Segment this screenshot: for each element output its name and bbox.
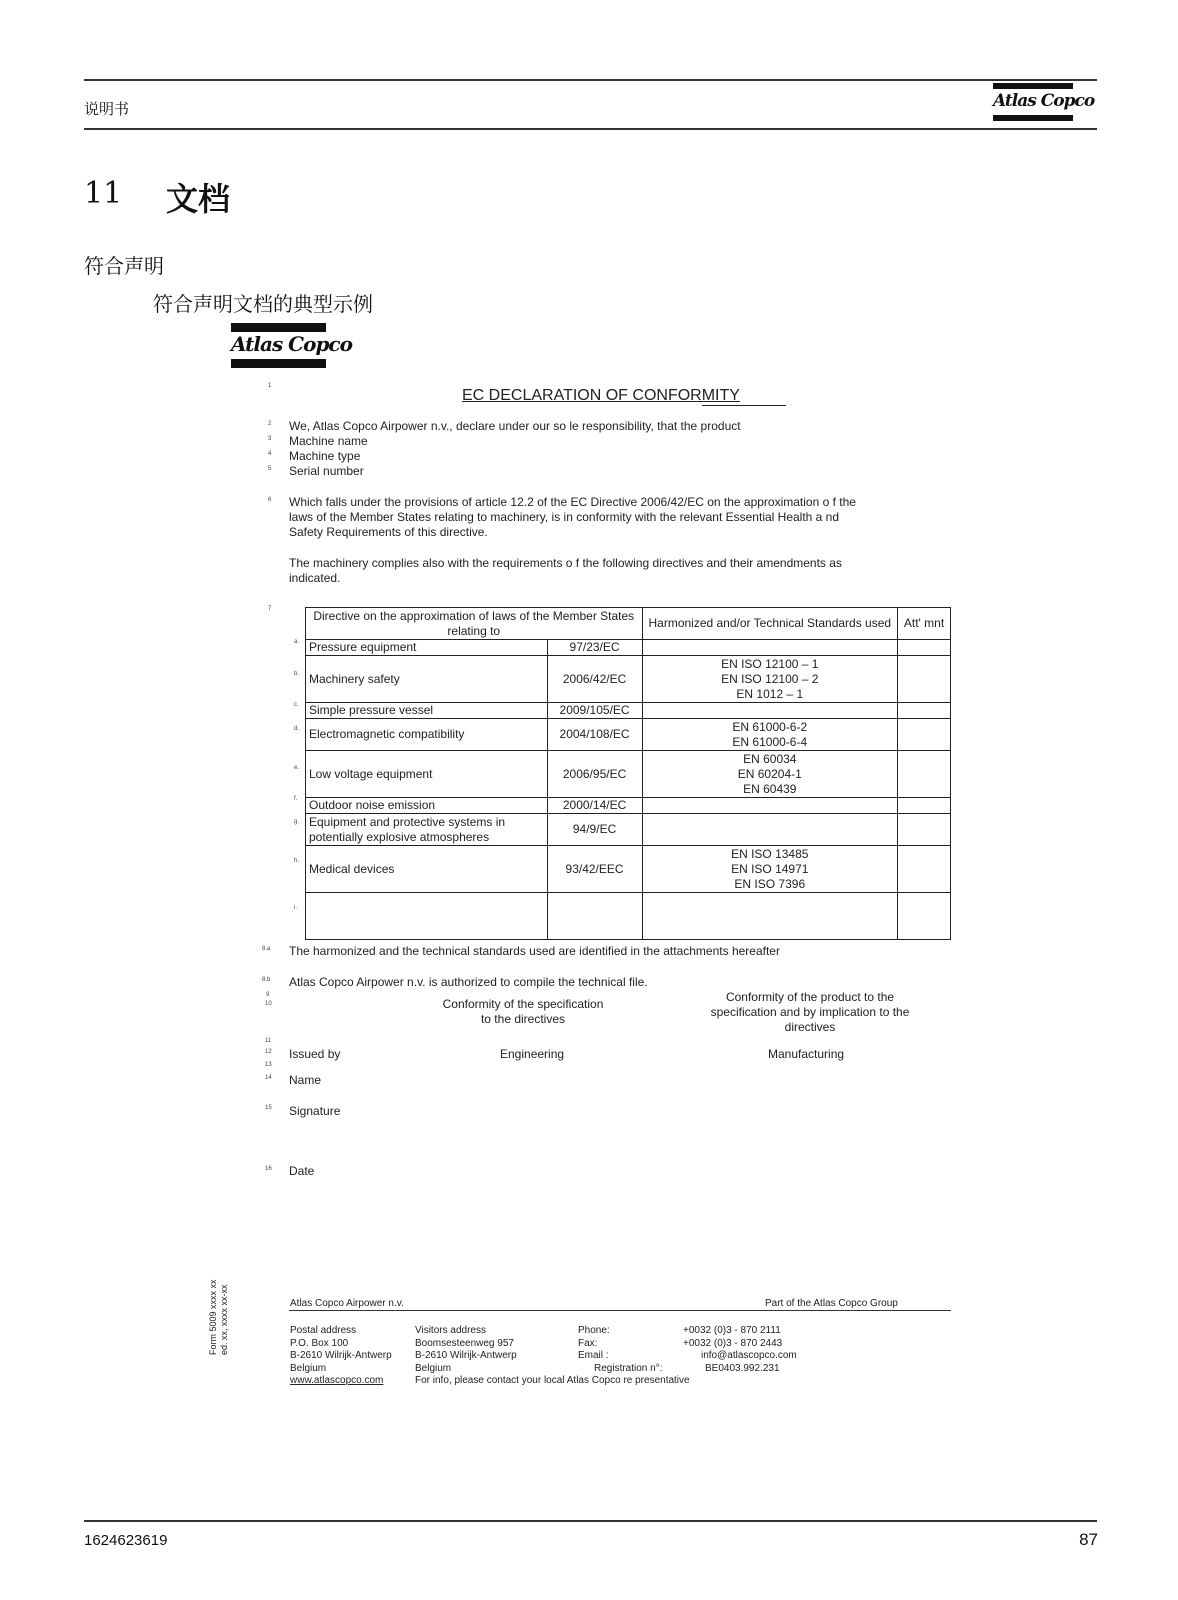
manufacturing-label: Manufacturing: [768, 1047, 845, 1061]
line-number: 10: [265, 1001, 272, 1007]
field-serial-number: Serial number: [289, 464, 364, 478]
section-subtitle: 符合声明文档的典型示例: [153, 292, 373, 316]
line-number: 8.a: [262, 946, 271, 952]
line-number: 12: [265, 1049, 272, 1055]
directive-code: 2004/108/EC: [547, 719, 642, 751]
contact-labels: Phone: Fax: Email : Registration n°:: [578, 1325, 663, 1374]
row-letter: h.: [294, 858, 300, 864]
directive-att: [898, 656, 951, 703]
row-letter: e.: [294, 765, 300, 771]
name-label: Name: [289, 1073, 322, 1087]
row-letter: c.: [294, 702, 299, 708]
line-number: 13: [265, 1062, 272, 1068]
row-letter: g.: [294, 819, 300, 825]
footer-group: Part of the Atlas Copco Group: [765, 1298, 898, 1309]
table-row: [306, 719, 951, 751]
row-letter: b.: [294, 671, 300, 677]
directive-name: Outdoor noise emission: [306, 798, 548, 814]
table-header-row: [306, 608, 951, 640]
line-number: 8.b: [262, 977, 271, 983]
visitors-address: Visitors address Boomsesteenweg 957 B-2610 Wilrijk-Antwerp Belgium For info, please contact your local Atlas Copco re presentative: [415, 1325, 690, 1386]
para2-line: indicated.: [289, 571, 341, 585]
page-number: 87: [1079, 1530, 1098, 1549]
email-link[interactable]: info@atlascopco.com: [701, 1350, 797, 1361]
directive-att: [898, 798, 951, 814]
table-row: [306, 893, 951, 940]
field-machine-type: Machine type: [289, 449, 361, 463]
contact-values: +0032 (0)3 - 870 2111 +0032 (0)3 - 870 2443 info@atlascopco.com BE0403.992.231: [683, 1325, 797, 1374]
header-attachment: Att' mnt: [898, 608, 951, 640]
document-number: 1624623619: [84, 1532, 168, 1549]
directive-standards: EN 61000-6-2 EN 61000-6-4: [642, 719, 898, 751]
doc-atlas-copco-logo: Atlas Copco: [231, 323, 326, 369]
table-row: [306, 751, 951, 798]
signature-label: Signature: [289, 1104, 341, 1118]
para1-line: Safety Requirements of this directive.: [289, 525, 488, 539]
directive-att: [898, 703, 951, 719]
line-number: 15: [265, 1105, 272, 1111]
atlas-copco-logo: Atlas Copco: [993, 83, 1073, 123]
directive-code: 93/42/EEC: [547, 846, 642, 893]
table-row: [306, 846, 951, 893]
header-rule-bottom: [84, 128, 1097, 130]
directive-att: [898, 893, 951, 940]
website-link[interactable]: www.atlascopco.com: [290, 1375, 384, 1386]
table-row: [306, 798, 951, 814]
line-number: 6: [268, 497, 272, 503]
row-letter: a.: [294, 639, 300, 645]
line-number: 4: [268, 451, 272, 457]
footer-divider: [289, 1310, 951, 1311]
directive-code: [547, 893, 642, 940]
line-number: 3: [268, 436, 272, 442]
directive-standards: [642, 814, 898, 846]
line-number: 7: [268, 606, 272, 612]
directive-att: [898, 814, 951, 846]
directive-code: 2006/42/EC: [547, 656, 642, 703]
line-number: 1: [268, 383, 272, 389]
directive-standards: EN ISO 12100 – 1 EN ISO 12100 – 2 EN 1012 – 1: [642, 656, 898, 703]
line-number: 16: [265, 1166, 272, 1172]
directive-att: [898, 719, 951, 751]
directive-code: 94/9/EC: [547, 814, 642, 846]
section-title: 符合声明: [84, 254, 164, 278]
chapter-title: 文档: [166, 180, 231, 218]
row-letter: d.: [294, 726, 300, 732]
directive-name: Equipment and protective systems in potentially explosive atmospheres: [306, 814, 548, 846]
table-row: [306, 703, 951, 719]
directive-name: Machinery safety: [306, 656, 548, 703]
directive-code: 97/23/EC: [547, 640, 642, 656]
row-letter: i.: [294, 905, 297, 911]
para1-line: Which falls under the provisions of article 12.2 of the EC Directive 2006/42/EC on the approximation o f the: [289, 495, 856, 509]
postal-address: Postal address P.O. Box 100 B-2610 Wilrijk-Antwerp Belgium www.atlascopco.com: [290, 1325, 392, 1386]
line-8b-text: Atlas Copco Airpower n.v. is authorized to compile the technical file.: [289, 975, 648, 989]
issued-by-label: Issued by: [289, 1047, 341, 1061]
header-standards: Harmonized and/or Technical Standards used: [642, 608, 898, 640]
line-number: 2: [268, 421, 272, 427]
para2-line: The machinery complies also with the requirements o f the following directives and their amendments as: [289, 556, 842, 570]
directive-name: Pressure equipment: [306, 640, 548, 656]
line-8a-text: The harmonized and the technical standards used are identified in the attachments hereafter: [289, 944, 780, 958]
footer-company: Atlas Copco Airpower n.v.: [290, 1298, 404, 1309]
title-underline-extension: [702, 405, 786, 406]
date-label: Date: [289, 1164, 315, 1178]
line-number: 5: [268, 466, 272, 472]
directive-standards: [642, 798, 898, 814]
manual-title: 说明书: [84, 100, 130, 118]
header-rule-top: [84, 79, 1097, 81]
footer-rule: [84, 1520, 1097, 1522]
directive-code: 2009/105/EC: [547, 703, 642, 719]
line-number: 9: [266, 992, 270, 998]
intro-text: We, Atlas Copco Airpower n.v., declare under our so le responsibility, that the product: [289, 419, 741, 433]
directive-code: 2006/95/EC: [547, 751, 642, 798]
conformity-specification: Conformity of the specification to the directives: [442, 997, 604, 1026]
chapter-number: 11: [84, 176, 123, 211]
table-row: [306, 814, 951, 846]
para1-line: laws of the Member States relating to machinery, is in conformity with the relevant Essential Health a nd: [289, 510, 840, 524]
directive-name: Electromagnetic compatibility: [306, 719, 548, 751]
directive-name: Medical devices: [306, 846, 548, 893]
header-directive: Directive on the approximation of laws of the Member States relating to: [306, 608, 643, 640]
directive-name: [306, 893, 548, 940]
directive-att: [898, 751, 951, 798]
engineering-label: Engineering: [500, 1047, 565, 1061]
directive-code: 2000/14/EC: [547, 798, 642, 814]
conformity-product: Conformity of the product to the specification and by implication to the directives: [710, 990, 910, 1034]
directive-standards: EN ISO 13485 EN ISO 14971 EN ISO 7396: [642, 846, 898, 893]
directive-name: Simple pressure vessel: [306, 703, 548, 719]
directives-table: [305, 607, 951, 940]
directive-standards: EN 60034 EN 60204-1 EN 60439: [642, 751, 898, 798]
directive-standards: [642, 893, 898, 940]
line-number: 14: [265, 1075, 272, 1081]
row-letter: f.: [294, 796, 298, 802]
directive-name: Low voltage equipment: [306, 751, 548, 798]
directive-att: [898, 846, 951, 893]
directive-standards: [642, 703, 898, 719]
line-number: 11: [265, 1038, 272, 1044]
directive-att: [898, 640, 951, 656]
field-machine-name: Machine name: [289, 434, 368, 448]
table-row: [306, 640, 951, 656]
directive-standards: [642, 640, 898, 656]
table-row: [306, 656, 951, 703]
form-number-vertical: Form 5009 xxxx xx ed. xx, xxxx xx-xx: [208, 1279, 229, 1355]
declaration-title: EC DECLARATION OF CONFORMITY: [462, 387, 740, 404]
